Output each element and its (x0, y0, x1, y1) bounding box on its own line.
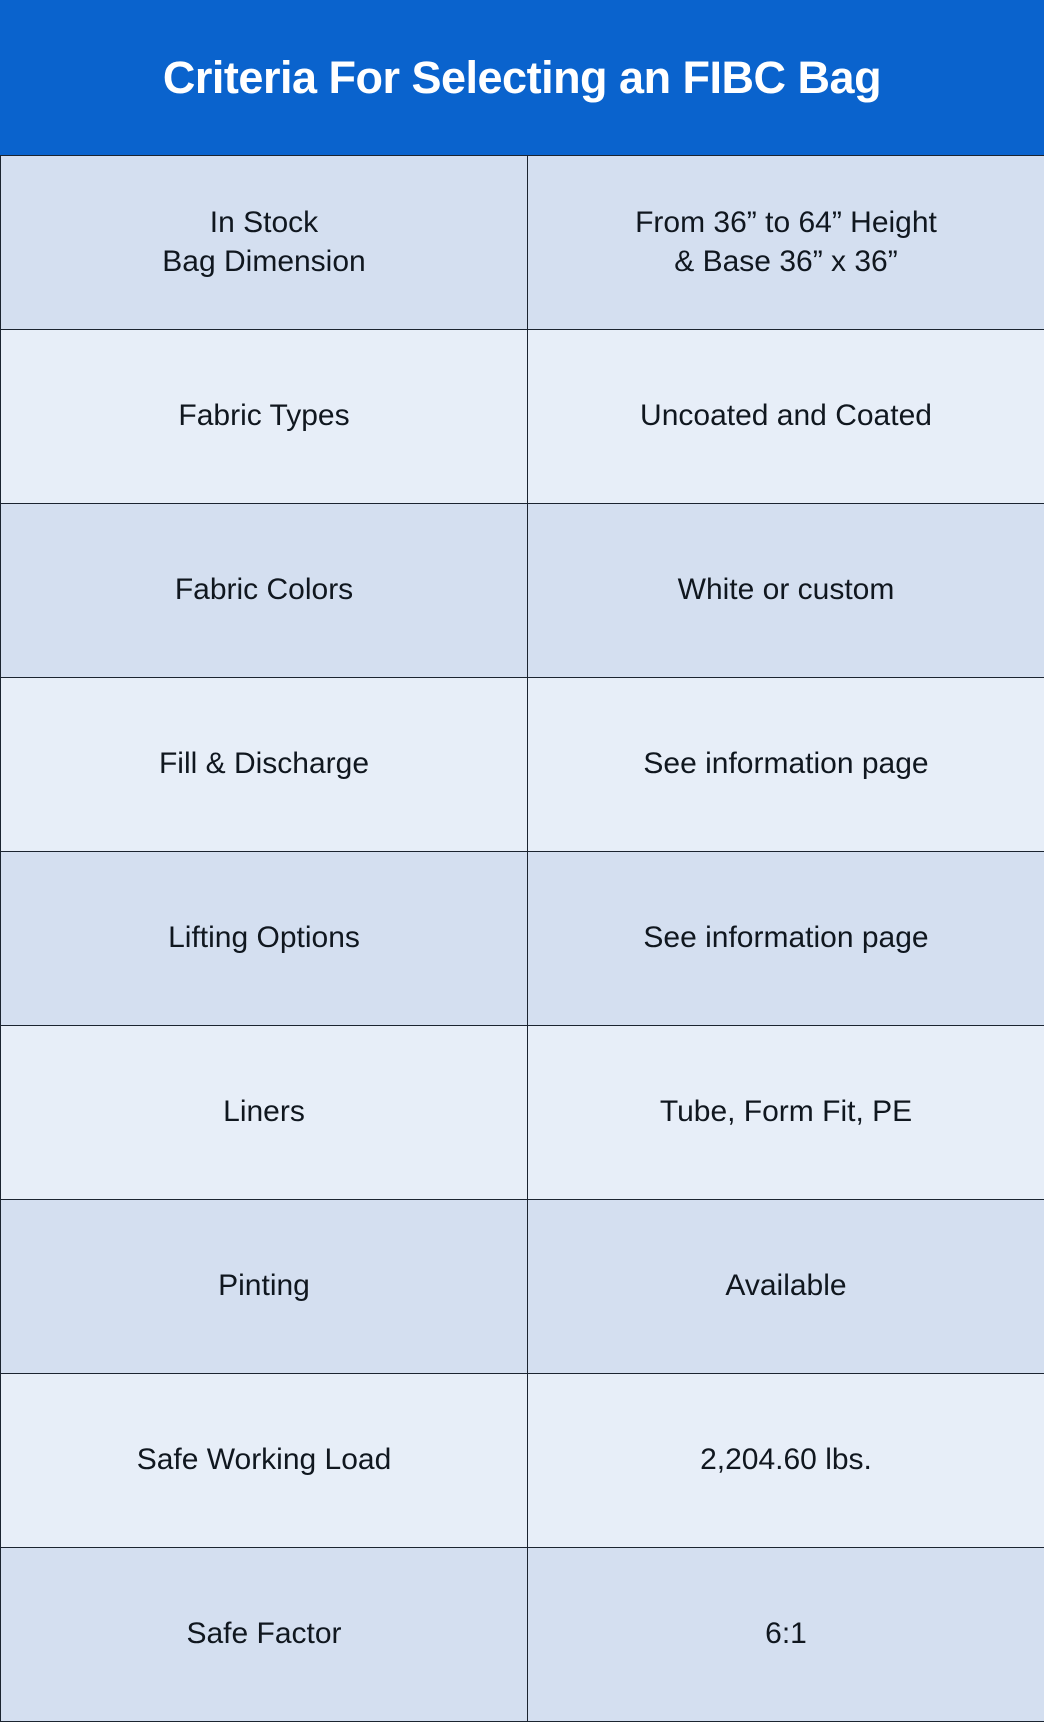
value-cell (528, 156, 1044, 330)
criteria-cell (1, 1026, 528, 1200)
table-row (1, 1200, 1044, 1374)
value-line2: & Base 36” x 36” (542, 243, 1030, 281)
criteria-label-line2: Bag Dimension (15, 243, 513, 281)
criteria-label-line1: Fill & Discharge (15, 745, 513, 783)
value-cell (528, 1374, 1044, 1548)
value-line1: Tube, Form Fit, PE (542, 1093, 1030, 1131)
criteria-label-line1: Safe Working Load (15, 1441, 513, 1479)
criteria-label-line1: Pinting (15, 1267, 513, 1305)
criteria-label-line1: Lifting Options (15, 919, 513, 957)
value-cell (528, 852, 1044, 1026)
criteria-table (0, 155, 1044, 1722)
value-line1: See information page (542, 919, 1030, 957)
value-cell (528, 1200, 1044, 1374)
table-row (1, 1026, 1044, 1200)
criteria-label-line1: Fabric Types (15, 397, 513, 435)
value-cell (528, 1026, 1044, 1200)
value-cell (528, 678, 1044, 852)
table-row (1, 852, 1044, 1026)
criteria-cell (1, 1200, 528, 1374)
criteria-cell (1, 852, 528, 1026)
criteria-label-line1: Liners (15, 1093, 513, 1131)
value-line1: Uncoated and Coated (542, 397, 1030, 435)
table-row (1, 1374, 1044, 1548)
value-line1: Available (542, 1267, 1030, 1305)
page-header (0, 0, 1044, 155)
table-row (1, 504, 1044, 678)
value-line1: 2,204.60 lbs. (542, 1441, 1030, 1479)
table-row (1, 330, 1044, 504)
value-line1: 6:1 (542, 1615, 1030, 1653)
table-row (1, 1548, 1044, 1722)
criteria-label-line1: Safe Factor (15, 1615, 513, 1653)
table-row (1, 156, 1044, 330)
criteria-cell (1, 504, 528, 678)
criteria-cell (1, 1548, 528, 1722)
value-cell (528, 330, 1044, 504)
criteria-label-line1: In Stock (15, 204, 513, 242)
criteria-cell (1, 1374, 528, 1548)
value-line1: White or custom (542, 571, 1030, 609)
table-row (1, 678, 1044, 852)
page-title: Criteria For Selecting an FIBC Bag (163, 53, 881, 103)
value-line1: See information page (542, 745, 1030, 783)
value-cell (528, 504, 1044, 678)
value-cell (528, 1548, 1044, 1722)
criteria-cell (1, 678, 528, 852)
criteria-label-line1: Fabric Colors (15, 571, 513, 609)
criteria-cell (1, 330, 528, 504)
value-line1: From 36” to 64” Height (542, 204, 1030, 242)
criteria-cell (1, 156, 528, 330)
